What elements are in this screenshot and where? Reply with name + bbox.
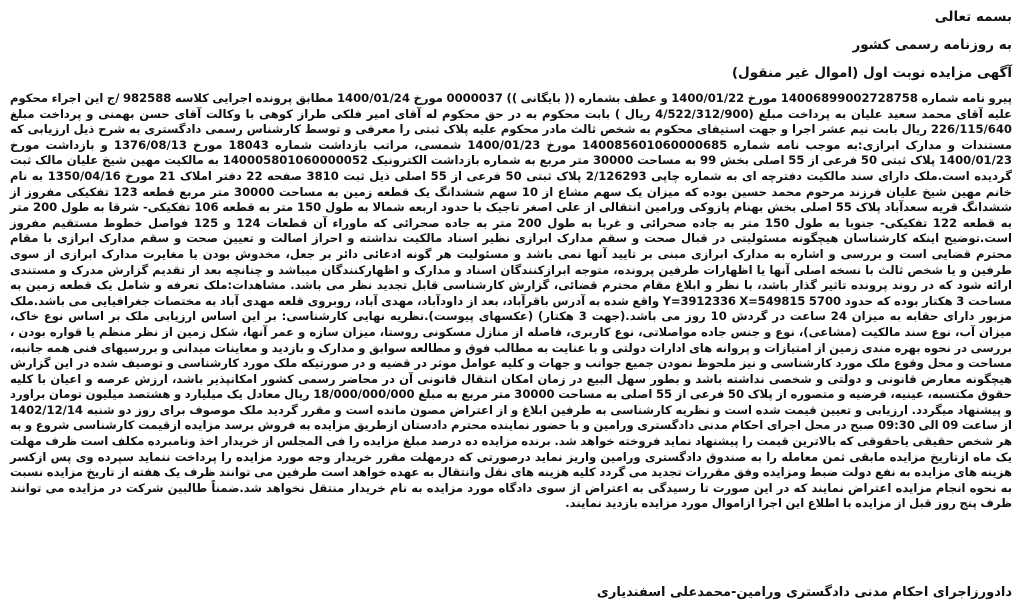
header-invocation: بسمه تعالی — [934, 9, 1012, 25]
signature-line: دادورزاجرای احکام مدنی دادگستری ورامین-محمدعلی اسفندیاری — [596, 585, 1012, 600]
auction-notice — [10, 6, 1012, 604]
notice-body: پیرو نامه شماره 14006899002728758 مورخ 1400/01/22 و عطف بشماره (( بایگانی )) 0000037 مورخ 1400/01/24 مطابق پرونده اجرایی کلاسه 982588 /ج این اجراء محکوم علیه آقای محمد سعید علیان به پرداخت مبلغ (4/522/312/900 ریال ) بابت محکوم به در حق محکوم له آقای امیر فلکی طراز کوهی با وکالت آقای حسن بهمنی و پرداخت مبلغ 226/115/640 ریال بابت نیم عشر اجرا و جهت استیفای محکوم به شخص ثالث مادر محکوم علیه پلاک ثبتی را معرفی و توسط کارشناس رسمی دادگستری به شرح ذیل ارزیابی که مستندات و مدارک ابرازی:به موجب نامه شماره 140085601060000685 مورخ 1400/01/23 شمسی، مراتب بازداشت شماره 18043 مورخ 1376/08/13 و بازداشت مورخ 1400/01/23 پلاک ثبتی 50 فرعی از 55 اصلی بخش 99 به مساحت 30000 متر مربع به شماره بازداشت الکترونیک 140005801060000052 به مالکیت مهین شیخ علیان مالک ثبت گردیده است.ملک دارای سند مالکیت دفترچه ای به شماره چاپی 2/126293 پلاک ثبتی 50 فرعی از 55 اصلی ذیل ثبت 3810 صفحه 22 دفتر املاک 21 مورخ 1350/04/16 به نام خانم مهین شیخ علیان فرزند مرحوم محمد حسین بوده که میزان یک سهم مشاع از 10 سهم ششدانگ یک قطعه زمین به مساحت 30000 متر مربع قطعه 123 تفکیکی مفروز از ششدانگ قریه سعدآباد پلاک 55 اصلی بخش بهنام پازوکی ورامین انتقالی از علی اصغر تاجیک با حدود اربعه شمالا به طول 150 متر به قطعه 106 تفکیکی- شرقا به طول 200 متر به قطعه 122 تفکیکی- جنوبا به طول 150 متر به جاده صحرائی و غربا به طول 200 متر به جاده صحرائی که ماوراء آن قطعات 124 و 125 فواصل خطوط مستقیم مفروز است.توضیح اینکه کارشناسان هیچگونه مسئولیتی در قبال صحت و سقم مدارک ابرازی نظیر اسناد مالکیت نداشته و احراز اصالت و تعیین صحت و سقم مدارک ابرازی با مقام محترم قضایی است و بررسی و اشاره به مدارک ابرازی مبنی بر تایید آنها نمی باشد و مسئولیت هر گونه ادعائی دائر بر جعل، مخدوش بودن یا مغایرت مدارک ابرازی از سوی طرفین و یا شخص ثالث با نسخه اصلی آنها یا اظهارات طرفین پرونده، متوجه ابرازکنندگان اسناد و مدارک و اظهارکنندگان میباشد و چنانچه بعد از تقدیم گزارش مدرک و مستندی ارائه شود که در روند پرونده تاثیر گذار باشد، با نظر و ابلاغ مقام محترم قضائی، گزارش کارشناسی قابل تجدید نظر می باشد. مشاهدات:ملک تعرفه و شامل یک قطعه زمین به مساحت 3 هکتار بوده که حدود 5700 Y=3912336 X=549815 واقع شده به آدرس باقرآباد، بعد از داودآباد، مهدی آباد، روبروی قلعه مهدی آباد به مختصات جغرافیایی می باشد.ملک مزبور دارای حقابه به میزان 24 ساعت در گردش 10 روز می باشد.(جهت 3 هکتار) (عکسهای پیوست).نظریه نهایی کارشناسی: بر این اساس ارزیابی ملک بر اساس نوع خاک، میزان آب، نوع سند مالکیت (مشاعی)، نوع و جنس جاده مواصلاتی، نوع کاربری، فاصله از منازل مسکونی روستا، میزان سازه و عمر آنها، شکل زمین از نظر منظم یا قواره بودن ، بررسی در نحوه بهره مندی زمین از امتیازات و پروانه های ادارات دولتی و با عنایت به مطالب فوق و مطالعه سوابق و مدارک و بازدید و معاینات میدانی و بررسیهای فنی همه جانبه، مساحت و محل وقوع ملک مورد کارشناسی و نیز ملحوظ نمودن جمیع جوانب و جهات و کلیه عوامل موثر در قضیه و در صورتیکه ملک مورد کارشناسی و توصیف شده در این گزارش هیچگونه معارض قانونی و دولتی و شخصی نداشته باشد و بطور سهل البیع در زمان امکان انتقال قانونی آن در محاضر رسمی کشور امکانپذیر باشد، ارزش عرصه و اعیان با کلیه حقوق مکتسبه، عینیه، فرضیه و متصوره از پلاک 50 فرعی از 55 اصلی به مساحت 30000 متر مربع به مبلغ 18/000/000/000 ریال معادل یک میلیارد و هشتصد میلیون تومان براورد و پیشنهاد میگردد. ارزیابی و تعیین قیمت شده است و نظریه کارشناسی به طرفین ابلاغ و از اعتراض مصون مانده است و مقرر گردید ملک موصوف برای روز دو شنبه 1402/12/14 از ساعت 09 الی 09:30 صبح در محل اجرای احکام مدنی دادگستری ورامین و با حضور نماینده محترم دادستان ازطریق مزایده به فروش برسد مزایده ازقیمت کارشناسی شروع و به هر شخص حقیقی یاحقوقی که بالاترین قیمت را پیشنهاد نماید فروخته خواهد شد. برنده مزایده ده درصد مبلغ مزایده را فی المجلس از خریدار اخذ ونامبرده مکلف است ظرف مهلت یک ماه ازتاریخ مزایده مابقی ثمن معامله را به صندوق دادگستری ورامین واریز نماید درصورتی که درمهلت مقرر خریدار وجه مورد مزایده را پرداخت ننماید سپرده وی پس ازکسر هزینه های مزایده به نفع دولت ضبط ومزایده وفق مقررات تجدید می گردد کلیه هزینه های نقل وانتقال به عهده خواهد است طرفین می توانند ظرف یک هفته از تاریخ مزایده نسبت به نحوه انجام مزایده اعتراض نمایند که در این صورت تا رسیدگی به اعتراض از سوی دادگاه مورد مزایده به نام خریدار منتقل نخواهد شد.ضمناً طالبین شرکت در مزایده می توانند ظرف پنج روز قبل از مزایده با اطلاع این اجرا ازاموال مورد مزایده بازدید نمایند. — [9, 91, 1013, 511]
notice-title: آگهی مزایده نوبت اول (اموال غیر منقول) — [731, 65, 1012, 81]
header-newspaper: به روزنامه رسمی کشور — [852, 37, 1012, 53]
